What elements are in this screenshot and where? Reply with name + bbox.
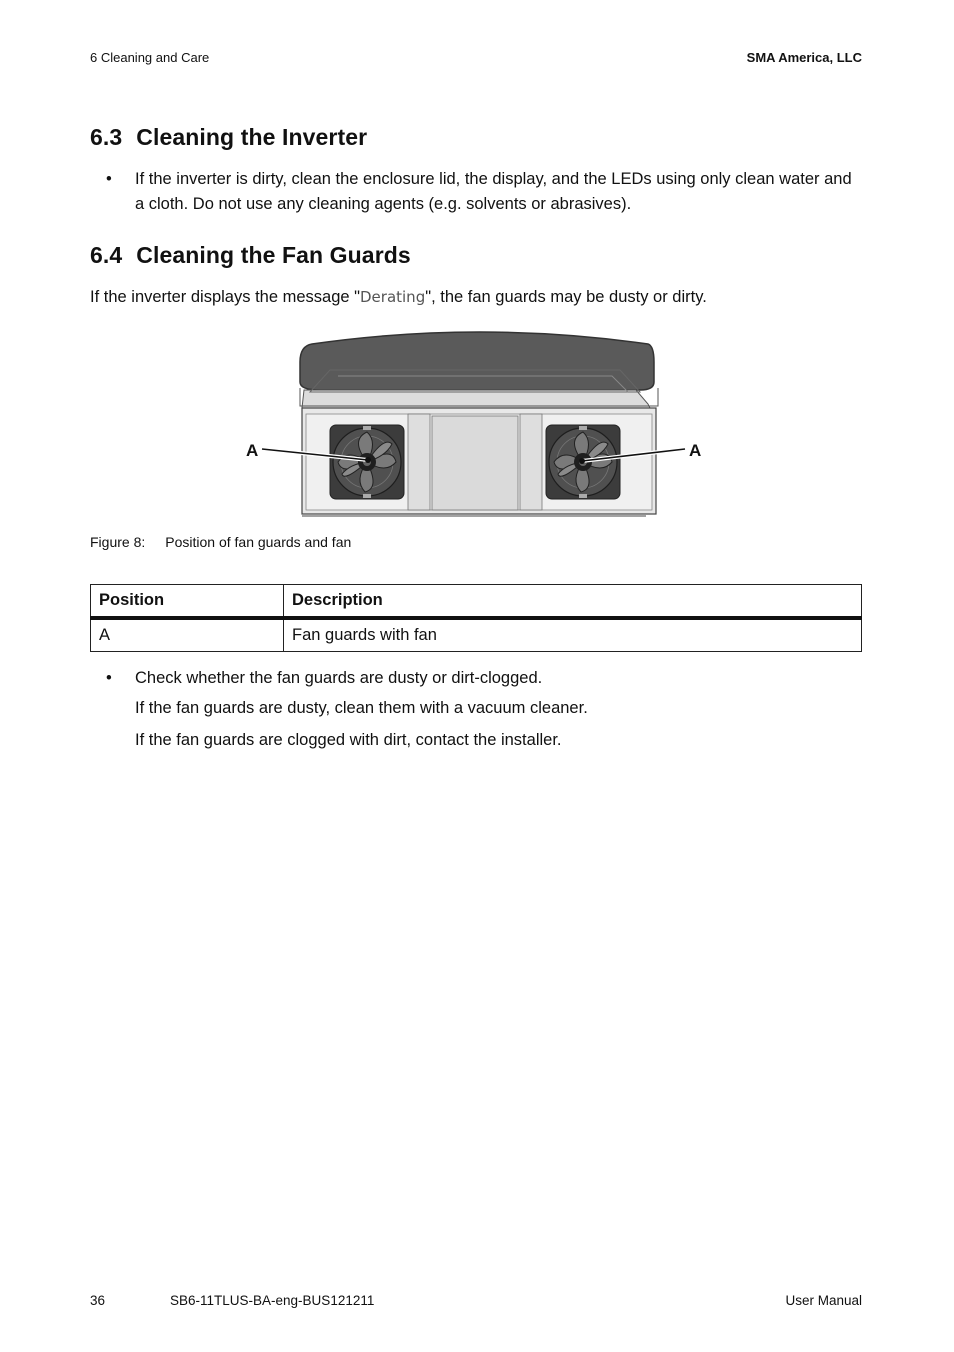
footer-page-number: 36: [90, 1293, 106, 1308]
center-panel: [432, 416, 518, 510]
bullet-item: [90, 666, 862, 691]
intro-paragraph: If the inverter displays the message "Derating", the fan guards may be dusty or dirty.: [90, 288, 707, 306]
position-table: [90, 584, 862, 652]
section-title: Cleaning the Fan Guards: [136, 242, 411, 268]
bullet-icon: •: [106, 669, 112, 687]
bullet-item: [90, 167, 862, 217]
section-title: Cleaning the Inverter: [136, 124, 368, 150]
section-number: 6.4: [90, 242, 123, 268]
section-number: 6.3: [90, 124, 123, 150]
table-header-description: Description: [284, 585, 862, 619]
enclosure-frame: [302, 390, 650, 408]
callout-label-right: A: [689, 441, 702, 460]
header-section: 6 Cleaning and Care: [90, 50, 210, 65]
inverter-figure: [240, 322, 720, 522]
bullet-text: If the inverter is dirty, clean the enclosure lid, the display, and the LEDs using only clean water and a cloth. Do not use any cleaning agents (e.g. solvents or abrasives).: [135, 170, 852, 213]
table-cell-position: A: [91, 618, 284, 652]
instruction-line: If the fan guards are dusty, clean them with a vacuum cleaner.: [135, 699, 588, 717]
instruction-line: If the fan guards are clogged with dirt, contact the installer.: [135, 731, 562, 749]
header-company: SMA America, LLC: [746, 50, 862, 65]
section-heading-6-4: [90, 242, 411, 269]
section-heading-6-3: [90, 124, 367, 151]
table-header-position: Position: [91, 585, 284, 619]
footer-doc-type: User Manual: [785, 1293, 862, 1308]
callout-label-left: A: [246, 441, 259, 460]
bullet-text: Check whether the fan guards are dusty or dirt-clogged.: [135, 669, 543, 687]
figure-caption: [90, 534, 351, 550]
figure-caption-text: Position of fan guards and fan: [165, 534, 352, 550]
table-row: [91, 618, 862, 652]
table-header-row: [91, 585, 862, 619]
footer-doc-id: SB6-11TLUS-BA-eng-BUS121211: [170, 1293, 375, 1308]
enclosure-lid: [300, 332, 654, 390]
bullet-icon: •: [106, 170, 112, 188]
table-cell-description: Fan guards with fan: [284, 618, 862, 652]
figure-caption-label: Figure 8:: [90, 534, 146, 550]
display-message: Derating: [360, 288, 426, 306]
